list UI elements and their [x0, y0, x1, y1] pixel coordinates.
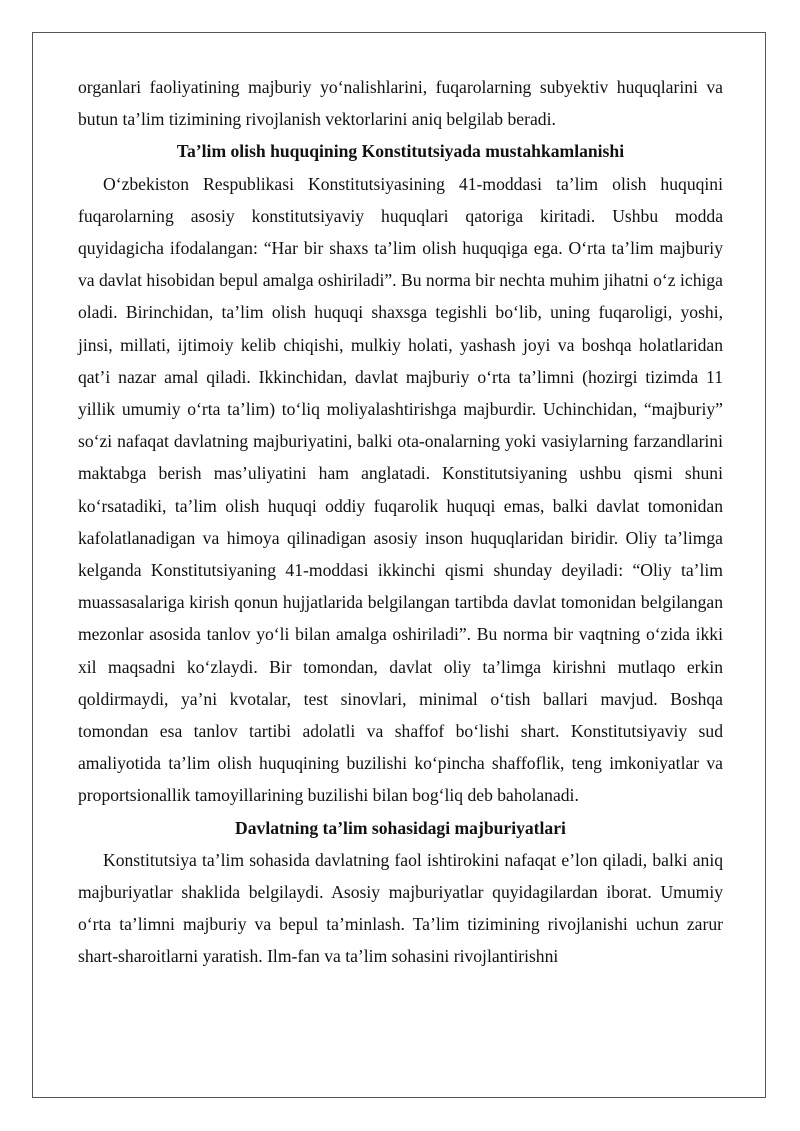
paragraph-article-41: O‘zbekiston Respublikasi Konstitutsiyasining 41-moddasi ta’lim olish huquqini fuqarolarning asosiy konstitutsiyaviy huquqlari qatoriga kiritadi. Ushbu modda quyidagicha ifodalangan: “Har bir shaxs ta’lim olish huquqiga ega. O‘rta ta’lim majburiy va davlat hisobidan bepul amalga oshiriladi”. Bu norma bir nechta muhim jihatni o‘z ichiga oladi. Birinchidan, ta’lim olish huquqi shaxsga tegishli bo‘lib, uning fuqaroligi, yoshi, jinsi, millati, ijtimoiy kelib chiqishi, mulkiy holati, yashash joyi va boshqa holatlaridan qat’i nazar amal qiladi. Ikkinchidan, davlat majburiy o‘rta ta’limni (hozirgi tizimda 11 yillik umumiy o‘rta ta’lim) to‘liq moliyalashtirishga majburdir. Uchinchidan, “majburiy” so‘zi nafaqat davlatning majburiyatini, balki ota-onalarning yoki vasiylarning farzandlarini maktabga berish mas’uliyatini ham anglatadi. Konstitutsiyaning ushbu qismi shuni ko‘rsatadiki, ta’lim olish huquqi oddiy fuqarolik huquqi emas, balki davlat tomonidan kafolatlanadigan va himoya qilinadigan asosiy inson huquqlaridan biridir. Oliy ta’limga kelganda Konstitutsiyaning 41-moddasi ikkinchi qismi shunday deyiladi: “Oliy ta’lim muassasalariga kirish qonun hujjatlarida belgilangan tartibda davlat tomonidan belgilangan mezonlar asosida tanlov yo‘li bilan amalga oshiriladi”. Bu norma bir vaqtning o‘zida ikki xil maqsadni ko‘zlaydi. Bir tomondan, davlat oliy ta’limga kirishni mutlaqo erkin qoldirmaydi, ya’ni kvotalar, test sinovlari, minimal o‘tish ballari mavjud. Boshqa tomondan esa tanlov tartibi adolatli va shaffof bo‘lishi shart. Konstitutsiyaviy sud amaliyotida ta’lim olish huquqining buzilishi ko‘pincha shaffoflik, teng imkoniyatlar va proportsionallik tamoyillarining buzilishi bilan bog‘liq deb baholanadi.: [78, 173, 723, 806]
document-body: [78, 71, 723, 973]
paragraph-continuation: organlari faoliyatining majburiy yo‘nalishlarini, fuqarolarning subyektiv huquqlarini va butun ta’lim tizimining rivojlanish vektorlarini aniq belgilab beradi.: [78, 77, 723, 130]
section-heading-constitution: Ta’lim olish huquqining Konstitutsiyada mustahkamlanishi: [176, 141, 625, 162]
paragraph-obligations: Konstitutsiya ta’lim sohasida davlatning faol ishtirokini nafaqat e’lon qiladi, balki aniq majburiyatlar shaklida belgilaydi. Asosiy majburiyatlar quyidagilardan iborat. Umumiy o‘rta ta’limni majburiy va bepul ta’minlash. Ta’lim tizimining rivojlanishi uchun zarur shart-sharoitlarni yaratish. Ilm-fan va ta’lim sohasini rivojlantirishni: [78, 849, 723, 967]
section-heading-state-obligations: Davlatning ta’lim sohasidagi majburiyatlari: [235, 817, 566, 838]
